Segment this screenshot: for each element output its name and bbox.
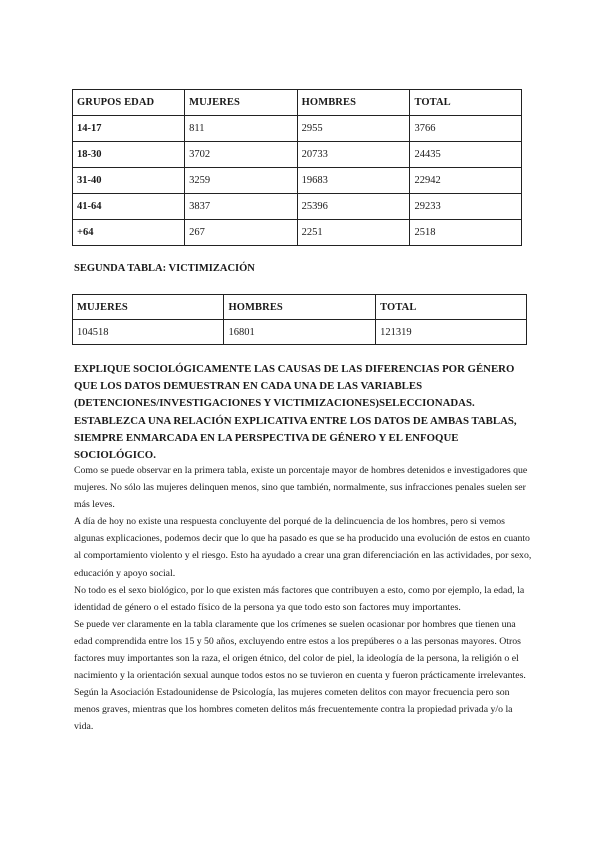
table-header-row — [73, 295, 527, 320]
paragraph: Según la Asociación Estadounidense de Psicología, las mujeres cometen delitos con mayor frecuencia pero son menos graves, mientras que los hombres cometen delitos más frecuentemente contra la propiedad privada y/o la vida. — [74, 687, 513, 733]
column-header-total: TOTAL — [376, 295, 527, 320]
table-row — [73, 220, 522, 246]
paragraph: Se puede ver claramente en la tabla claramente que los crímenes se suelen ocasionar por hombres que tienen una edad comprendida entre los 15 y 50 años, excluyendo entre estos a los prepúberes o a las personas mayores. Otros factores muy importantes son la raza, el origen étnico, del color de piel, la ideología de la persona, la religión o el nacimiento y la orientación sexual aunque todos estos no se tuvieron en cuenta y fueron prácticamente irrelevantes. — [74, 618, 526, 682]
total-cell: 24435 — [410, 142, 522, 168]
column-header-men: HOMBRES — [224, 295, 376, 320]
age-group-cell: 31-40 — [73, 168, 185, 194]
men-cell: 2251 — [297, 220, 410, 246]
column-header-men: HOMBRES — [297, 90, 410, 116]
age-group-cell: +64 — [73, 220, 185, 246]
total-cell: 3766 — [410, 116, 522, 142]
men-cell: 19683 — [297, 168, 410, 194]
women-cell: 267 — [185, 220, 298, 246]
age-group-cell: 14-17 — [73, 116, 185, 142]
paragraph: A día de hoy no existe una respuesta concluyente del porqué de la delincuencia de los hombres, pero si vemos algunas explicaciones, podemos decir que lo que ha pasado es que se ha producido una evolución de estos en cuanto al comportamiento violento y el riesgo. Esto ha ayudado a crear una gran diferenciación en las actividades, por sexo, educación y apoyo social. — [74, 516, 532, 579]
answer-body — [74, 462, 534, 736]
essay-question: EXPLIQUE SOCIOLÓGICAMENTE LAS CAUSAS DE LAS DIFERENCIAS POR GÉNERO QUE LOS DATOS DEMUESTRAN EN CADA UNA DE LAS VARIABLES (DETENCIONES/INVESTIGACIONES Y VICTIMIZACIONES)SELECCIONADAS. ESTABLEZCA UNA RELACIÓN EXPLICATIVA ENTRE LOS DATOS DE AMBAS TABLAS, SIEMPRE ENMARCADA EN LA PERSPECTIVA DE GÉNERO Y EL ENFOQUE SOCIOLÓGICO. — [74, 363, 517, 462]
total-cell: 22942 — [410, 168, 522, 194]
table-row — [73, 194, 522, 220]
total-cell: 2518 — [410, 220, 522, 246]
men-cell: 16801 — [224, 320, 376, 345]
age-group-cell: 18-30 — [73, 142, 185, 168]
table-row — [73, 116, 522, 142]
detentions-by-age-table — [72, 89, 522, 246]
women-cell: 104518 — [73, 320, 224, 345]
women-cell: 3837 — [185, 194, 298, 220]
paragraph: Como se puede observar en la primera tabla, existe un porcentaje mayor de hombres detenidos e investigadores que mujeres. No sólo las mujeres delinquen menos, sino que también, normalmente, sus infracciones penales suelen ser más leves. — [74, 465, 528, 511]
total-cell: 29233 — [410, 194, 522, 220]
table-row — [73, 142, 522, 168]
men-cell: 20733 — [297, 142, 410, 168]
column-header-women: MUJERES — [73, 295, 224, 320]
age-group-cell: 41-64 — [73, 194, 185, 220]
table-row — [73, 320, 527, 345]
table-header-row — [73, 90, 522, 116]
men-cell: 2955 — [297, 116, 410, 142]
victimization-table-heading: SEGUNDA TABLA: VICTIMIZACIÓN — [74, 263, 255, 274]
women-cell: 811 — [185, 116, 298, 142]
women-cell: 3259 — [185, 168, 298, 194]
column-header-total: TOTAL — [410, 90, 522, 116]
column-header-age-group: GRUPOS EDAD — [73, 90, 185, 116]
column-header-women: MUJERES — [185, 90, 298, 116]
total-cell: 121319 — [376, 320, 527, 345]
men-cell: 25396 — [297, 194, 410, 220]
victimization-table — [72, 294, 527, 345]
women-cell: 3702 — [185, 142, 298, 168]
paragraph: No todo es el sexo biológico, por lo que existen más factores que contribuyen a esto, como por ejemplo, la edad, la identidad de género o el estado físico de la persona ya que todo esto son factores muy importantes. — [74, 584, 525, 613]
table-row — [73, 168, 522, 194]
